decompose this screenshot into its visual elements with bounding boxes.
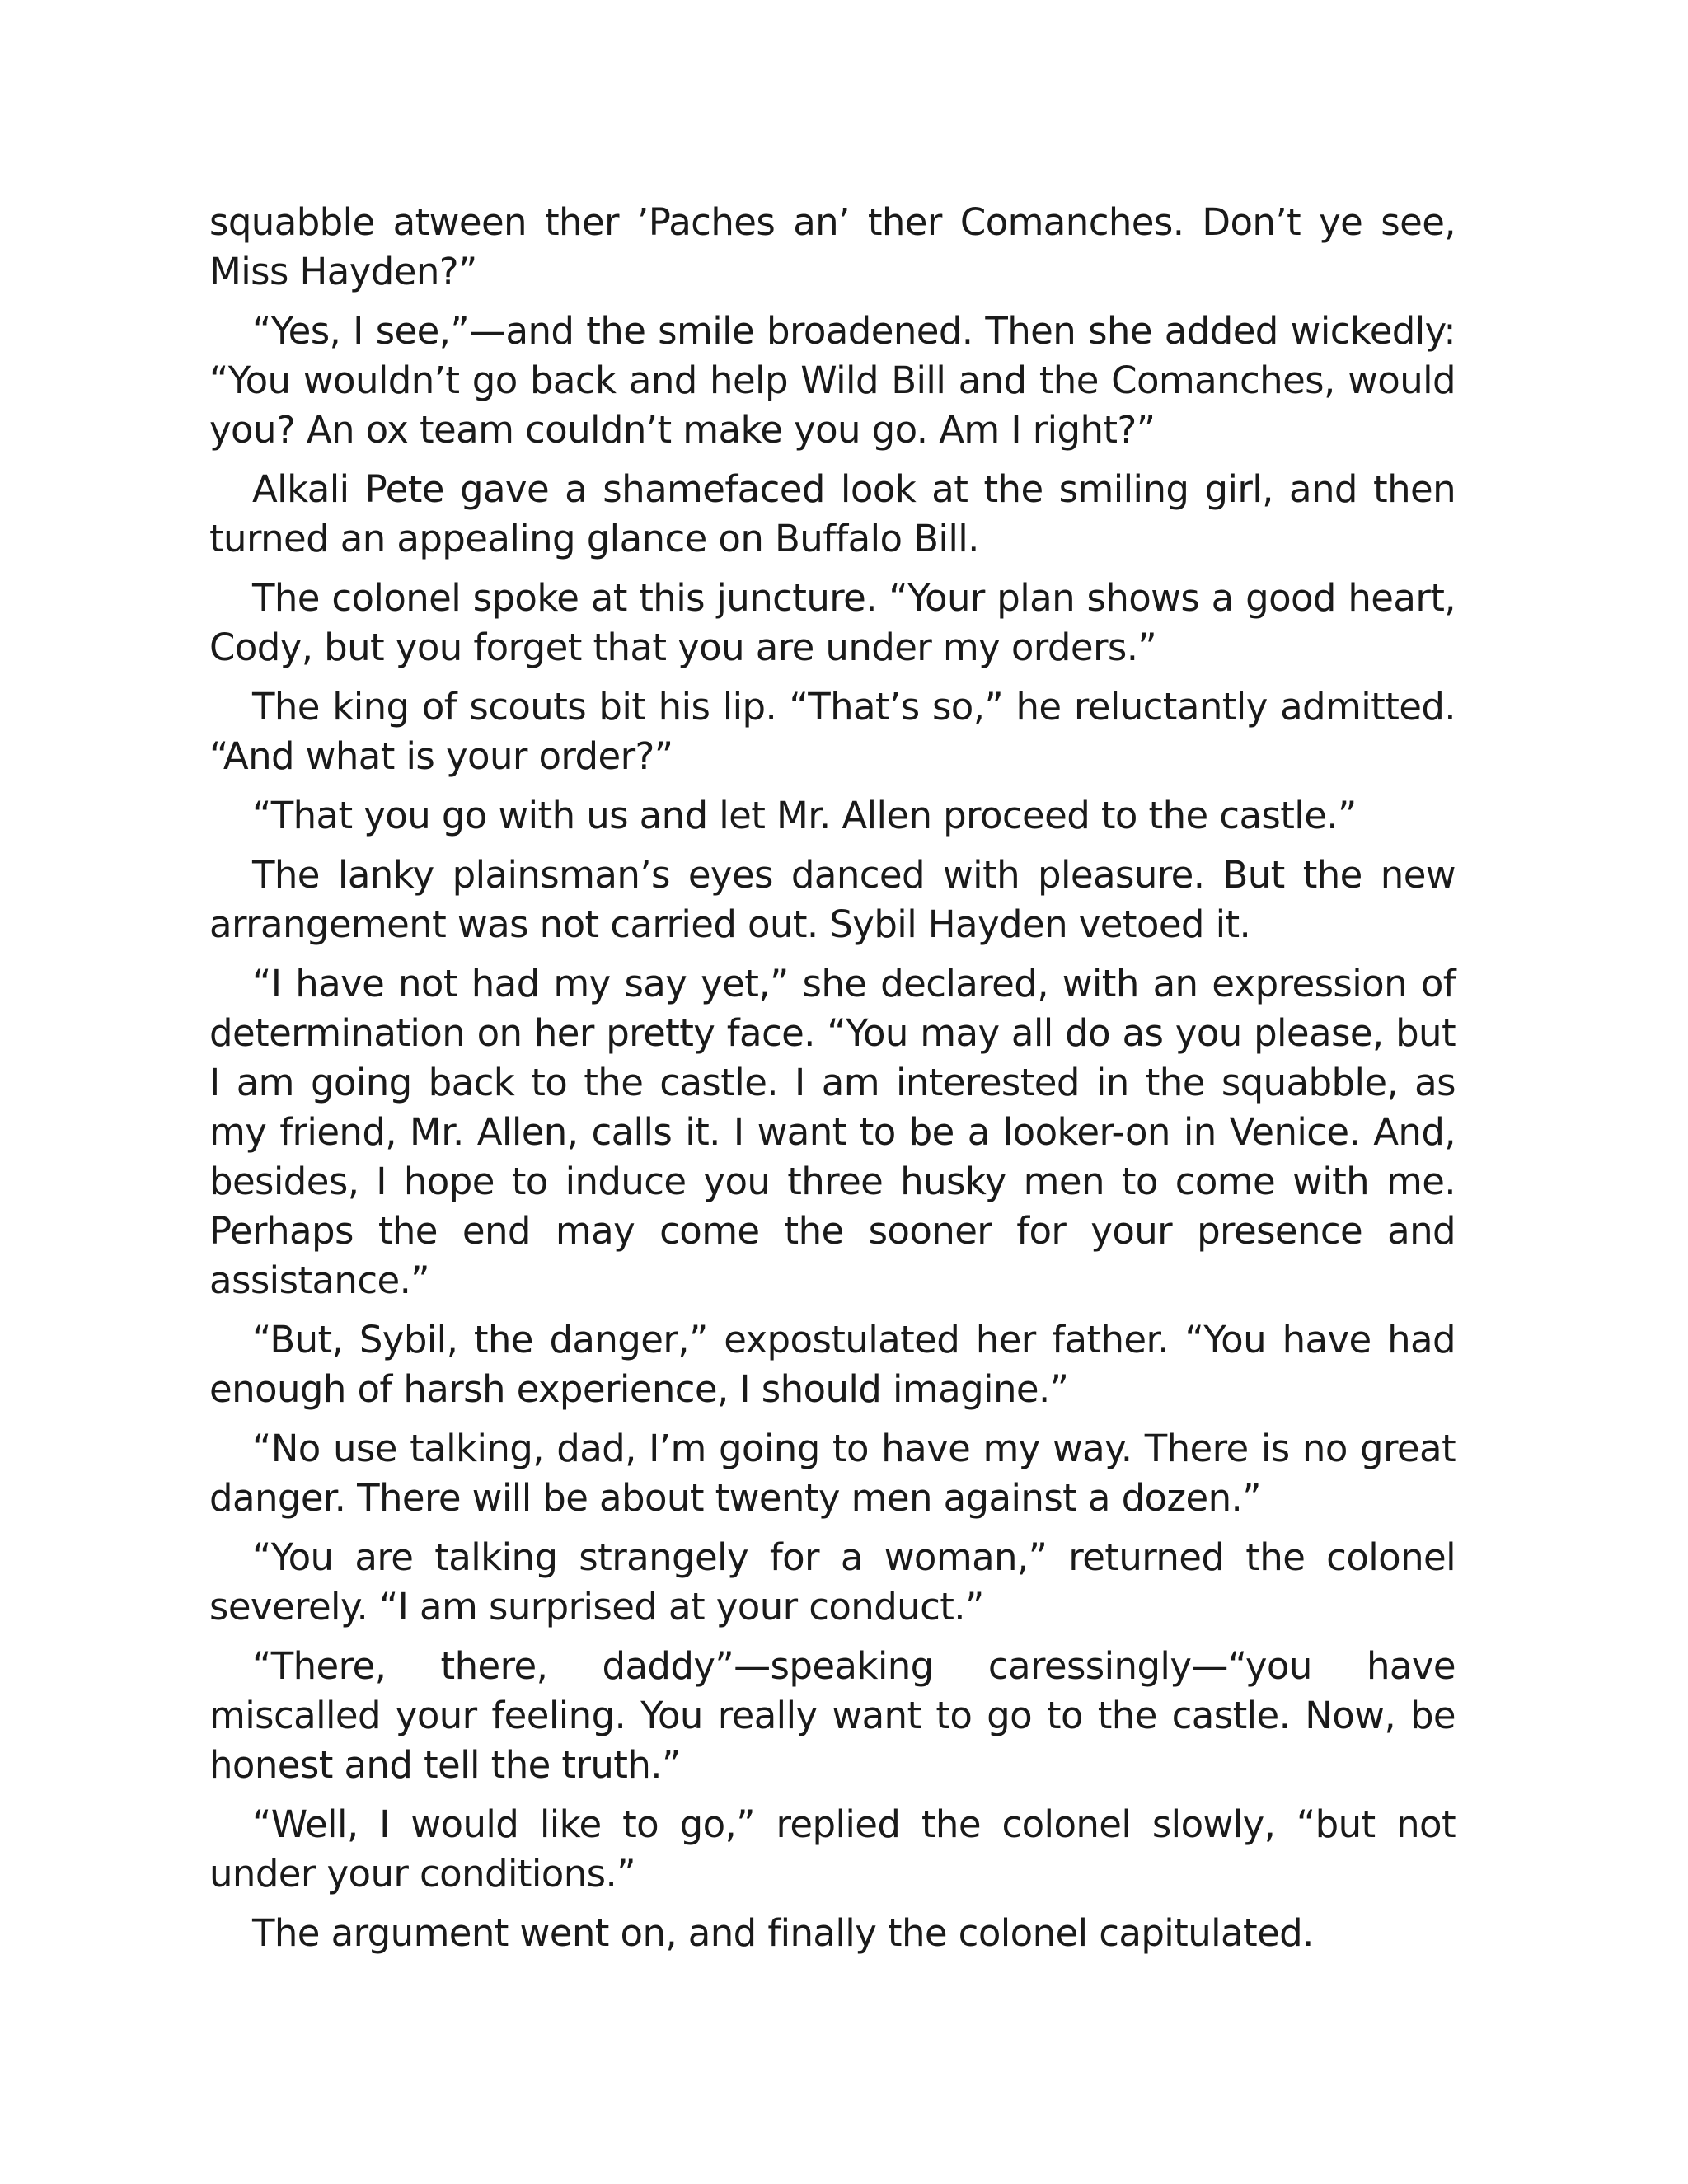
paragraph-3: Alkali Pete gave a shamefaced look at the smiling girl, and then turned an appealing glance on Buffalo Bill. (209, 467, 1456, 560)
paragraph-10: “No use talking, dad, I’m going to have my way. There is no great danger. There will be about twenty men against a dozen.” (209, 1427, 1456, 1520)
paragraph-11: “You are talking strangely for a woman,” returned the colonel severely. “I am surprised at your conduct.” (209, 1535, 1456, 1629)
paragraph-13: “Well, I would like to go,” replied the colonel slowly, “but not under your conditions.” (209, 1802, 1456, 1896)
paragraph-1: squabble atween ther ’Paches an’ ther Comanches. Don’t ye see, Miss Hayden?” (209, 200, 1456, 293)
paragraph-7: The lanky plainsman’s eyes danced with pleasure. But the new arrangement was not carried out. Sybil Hayden vetoed it. (209, 853, 1456, 946)
book-page (209, 198, 1456, 1968)
paragraph-6: “That you go with us and let Mr. Allen proceed to the castle.” (252, 794, 1357, 837)
paragraph-2: “Yes, I see,”—and the smile broadened. Then she added wickedly: “You wouldn’t go back and help Wild Bill and the Comanches, would you? An ox team couldn’t make you go. Am I right?” (209, 309, 1456, 452)
paragraph-5: The king of scouts bit his lip. “That’s so,” he reluctantly admitted. “And what is your order?” (209, 685, 1456, 778)
paragraph-12: “There, there, daddy”—speaking caressingly—“you have miscalled your feeling. You really want to go to the castle. Now, be honest and tell the truth.” (209, 1644, 1456, 1787)
paragraph-4: The colonel spoke at this juncture. “Your plan shows a good heart, Cody, but you forget that you are under my orders.” (209, 576, 1456, 669)
paragraph-8: “I have not had my say yet,” she declared, with an expression of determination on her pretty face. “You may all do as you please, but I am going back to the castle. I am interested in the squabble, as my friend, Mr. Allen, calls it. I want to be a looker-on in Venice. And, besides, I hope to induce you three husky men to come with me. Perhaps the end may come the sooner for your presence and assistance.” (209, 962, 1456, 1302)
paragraph-14: The argument went on, and finally the colonel capitulated. (252, 1911, 1314, 1955)
paragraph-9: “But, Sybil, the danger,” expostulated her father. “You have had enough of harsh experience, I should imagine.” (209, 1318, 1456, 1411)
